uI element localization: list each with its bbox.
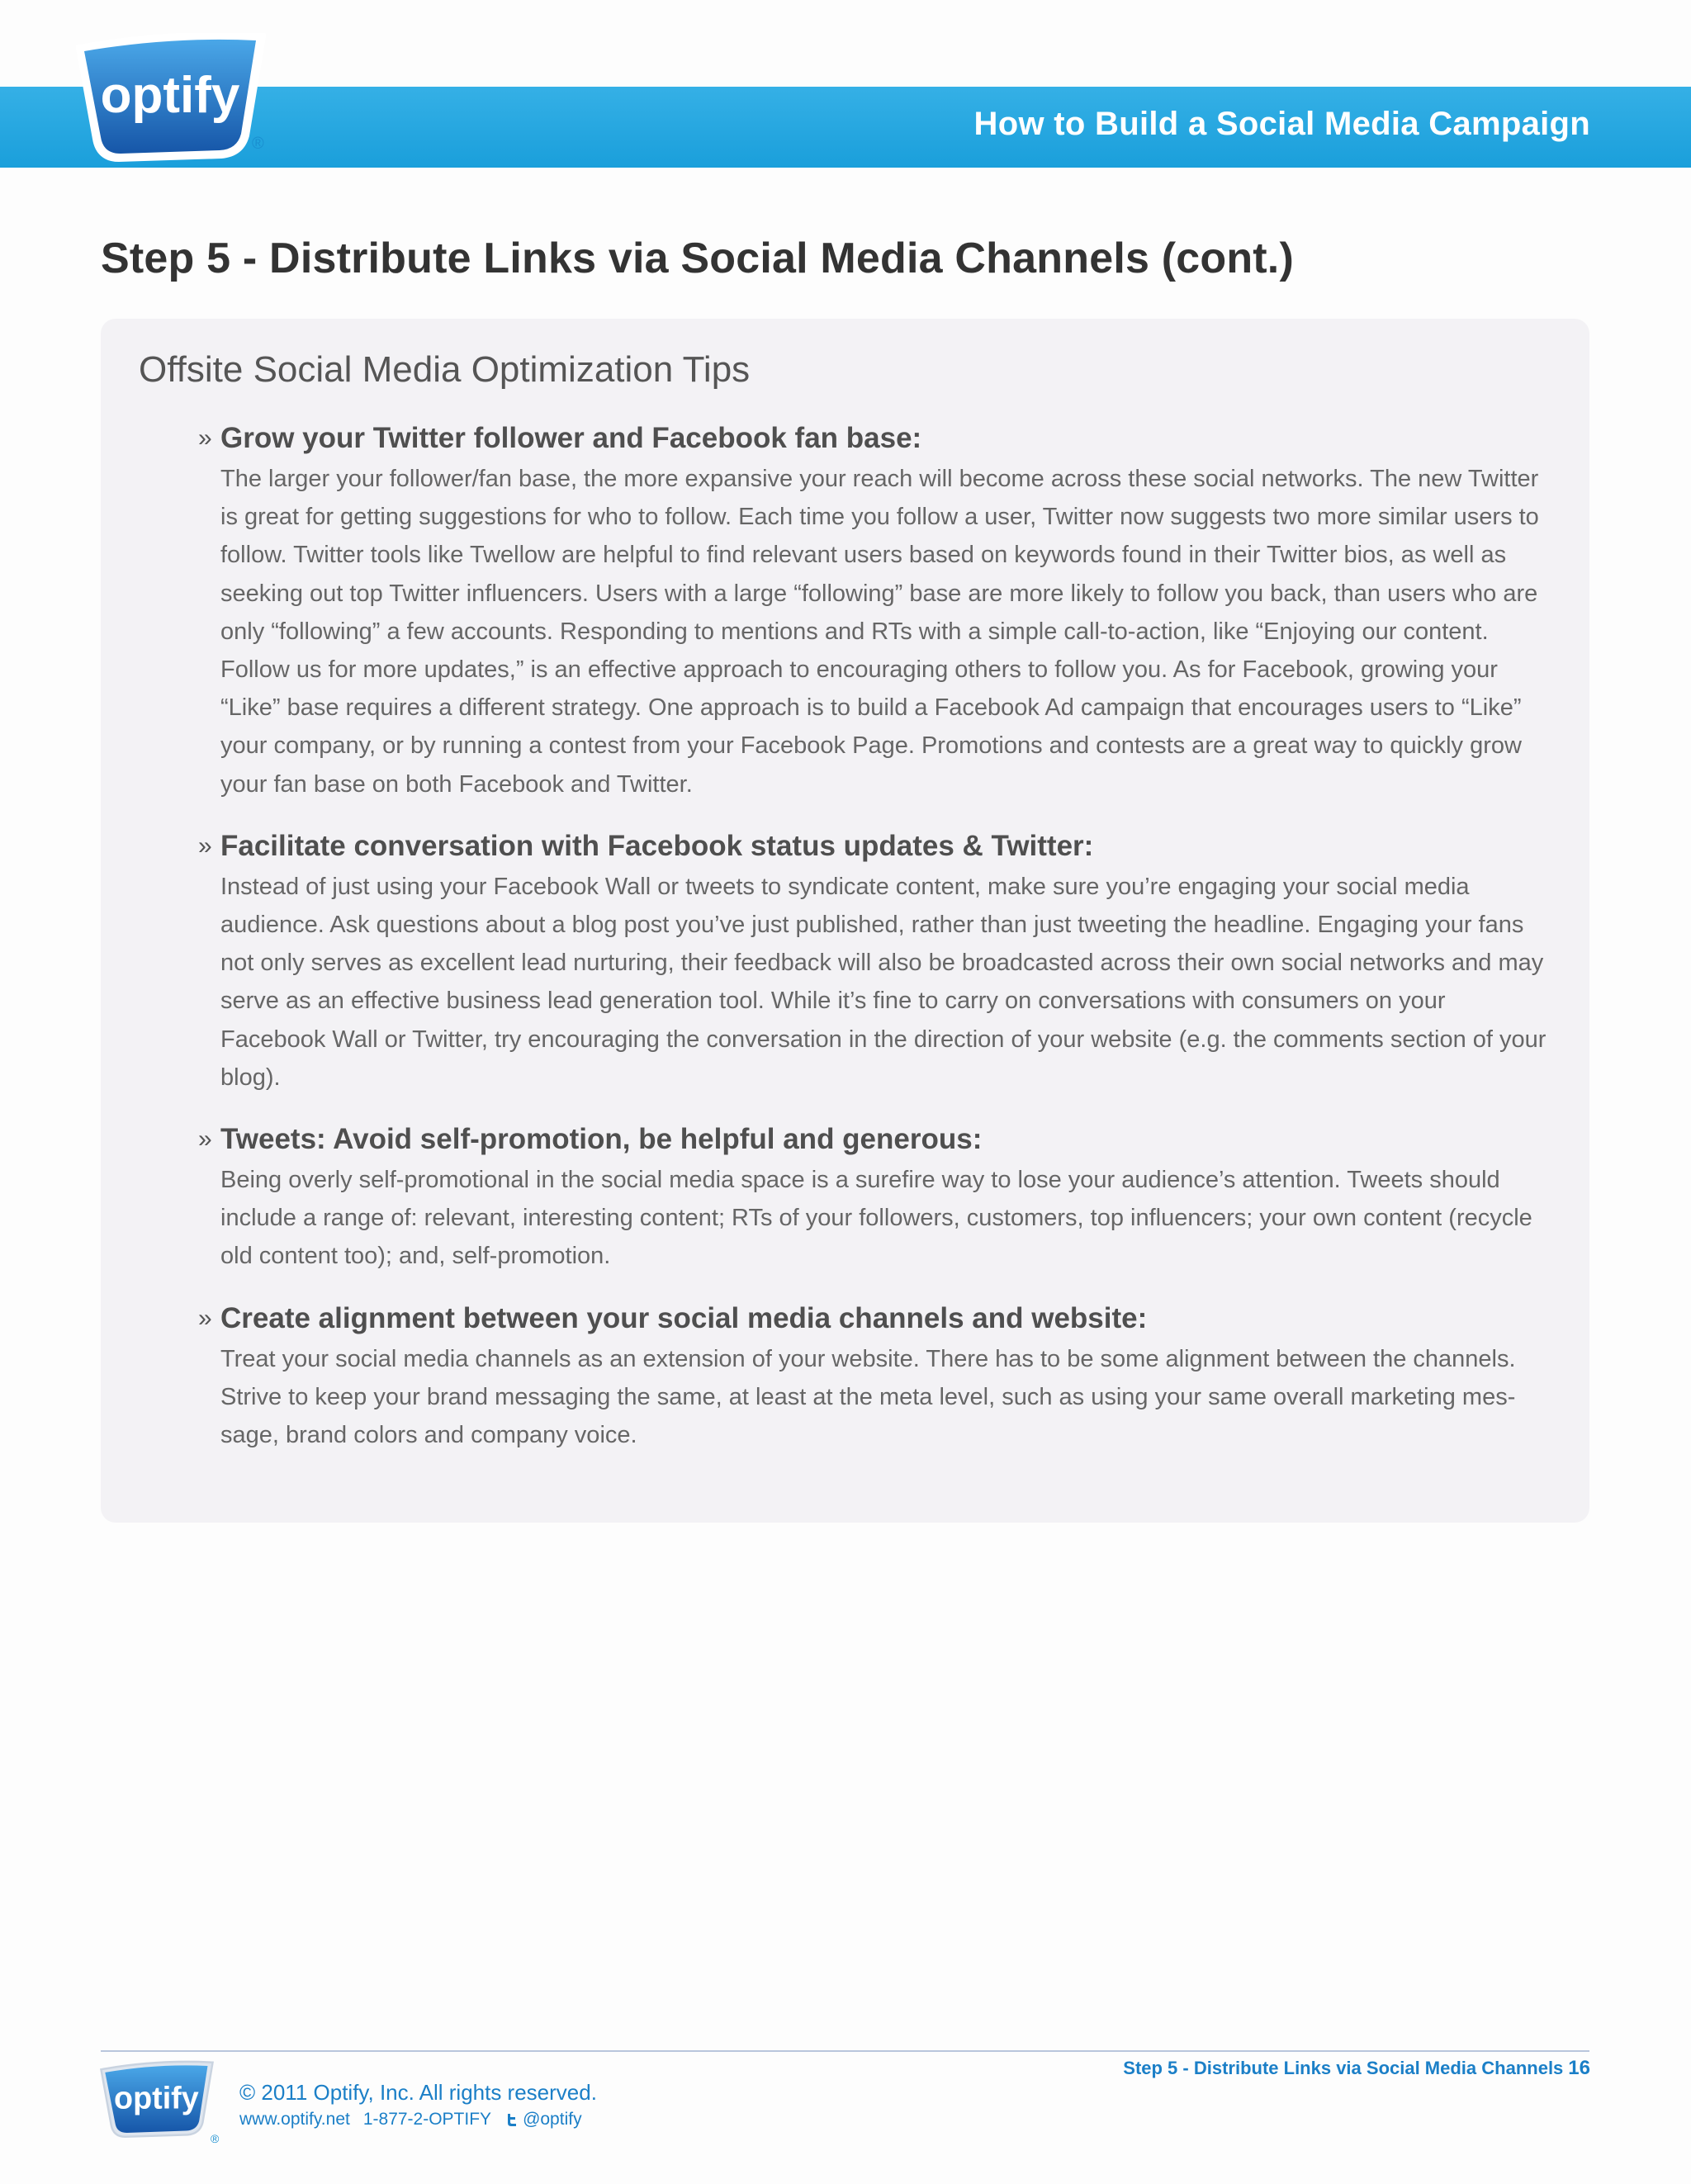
tip-heading [198,1297,1552,1340]
page-number: 16 [1568,2057,1590,2079]
tip-heading-text: Create alignment between your social media channels and website: [220,1301,1148,1334]
footer-section-text: Step 5 - Distribute Links via Social Media Channels [1123,2058,1564,2078]
footer-logo-text: optify [114,2080,199,2115]
tip-heading [198,417,1552,460]
page-title: Step 5 - Distribute Links via Social Media Channels (cont.) [101,235,1294,282]
twitter-handle[interactable]: @optify [523,2110,582,2129]
phone-number: 1-877-2-OPTIFY [362,2110,492,2129]
tip-item [198,1118,1552,1276]
footer-logo-shield-icon [99,2059,215,2142]
tip-item [198,825,1552,1097]
twitter-icon [504,2112,519,2127]
tip-item [198,1297,1552,1455]
tips-box-title: Offsite Social Media Optimization Tips [139,349,751,390]
tip-heading-text: Grow your Twitter follower and Facebook fan base: [220,422,922,454]
footer-logo-registered-mark: ® [211,2132,220,2145]
logo-shield-icon [76,33,266,165]
tip-body: The larger your follower/fan base, the more expansive your reach will become across these social networks. The new Twitter is great for getting suggestions for who to follow. Each time you follow a user, Twitter now suggests two more similar users to follow. Twitter tools like Twellow are helpful to find relevant users based on keywords found in their Twitter bios, as well as seeking out top Twitter influencers. Users with a large “following” base are more likely to follow you back, than users who are only “following” a few accounts. Responding to mentions and RTs with a simple call-to-action, like “Enjoying our content. Follow us for more updates,” is an effective approach to encouraging others to follow you. As for Facebook, growing your “Like” base requires a different strategy. One approach is to build a Facebook Ad campaign that encourages users to “Like” your company, or by running a contest from your Facebook Page. Promotions and contests are a great way to quickly grow your fan base on both Facebook and Twitter. [220,466,1539,798]
bullet-chevron-icon: » [198,424,212,452]
bullet-chevron-icon: » [198,831,212,860]
website-link[interactable]: www.optify.net [239,2110,350,2129]
optify-logo[interactable] [76,33,274,165]
tip-heading-text: Tweets: Avoid self-promotion, be helpful and generous: [220,1123,983,1156]
logo-registered-mark: ® [252,135,264,153]
copyright: © 2011 Optify, Inc. All rights reserved. [239,2080,597,2105]
footer-divider [101,2050,1589,2052]
footer-section-label [1123,2057,1590,2080]
tip-body: Treat your social media channels as an extension of your website. There has to be some alignment between the channels. Strive to keep your brand messaging the same, at least at the meta level, such as using your same overall marketing mes-sage, brand colors and company voice. [220,1345,1516,1449]
bullet-chevron-icon: » [198,1125,212,1154]
logo-text: optify [100,67,240,124]
tips-list [198,417,1552,1476]
document-title: How to Build a Social Media Campaign [973,106,1590,142]
bullet-chevron-icon: » [198,1304,212,1332]
tip-body: Instead of just using your Facebook Wall or tweets to syndicate content, make sure you’re engaging your social media audience. Ask questions about a blog post you’ve just published, rather than just tweeting the headline. Engaging your fans not only serves as excellent lead nurturing, their feedback will also be broadcasted across their own social networks and may serve as an effective business lead generation tool. While it’s fine to carry on conversations with consumers on your Facebook Wall or Twitter, try encouraging the conversation in the direction of your website (e.g. the comments section of your blog). [220,873,1547,1091]
tip-item [198,417,1552,803]
tip-body: Being overly self-promotional in the social media space is a surefire way to lose your audience’s attention. Tweets should include a range of: relevant, interesting content; RTs of your followers, customers, top influencers; your own content (recycle old content too); and, self-promotion. [220,1167,1532,1270]
tip-heading [198,825,1552,868]
footer-optify-logo[interactable] [99,2059,223,2150]
tip-heading [198,1118,1552,1161]
footer-contact [239,2110,595,2130]
tip-heading-text: Facilitate conversation with Facebook status updates & Twitter: [220,829,1094,862]
